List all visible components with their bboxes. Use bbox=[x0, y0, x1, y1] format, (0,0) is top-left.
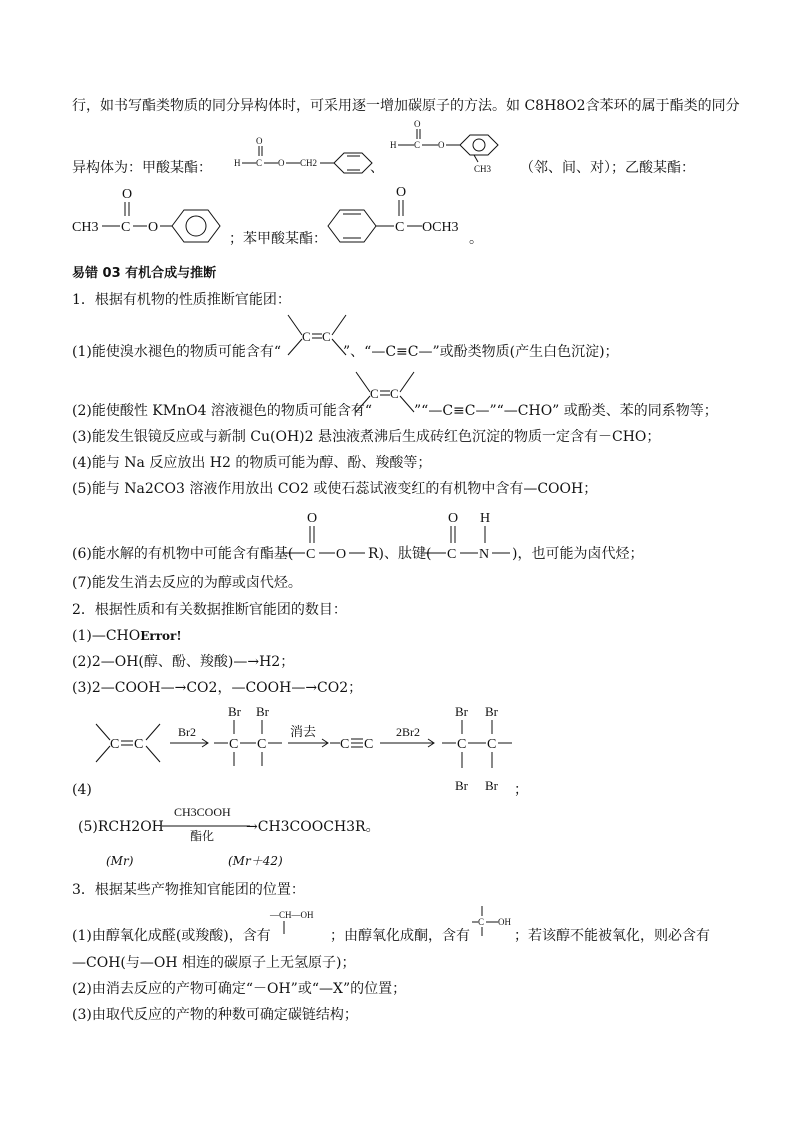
p1-item-1b: ”、“—C≡C—”或酚类物质(产生白色沉淀)； bbox=[343, 344, 619, 360]
p1-title: 1．根据有机物的性质推断官能团： bbox=[72, 292, 291, 308]
group-ch2: CH2 bbox=[300, 158, 318, 168]
reagent-elimination: 消去 bbox=[290, 724, 317, 739]
atom-o: O bbox=[396, 185, 407, 200]
p3-item-1a: (1)由醇氧化成醛(或羧酸)，含有 bbox=[72, 928, 271, 944]
intro-line-2b: （邻、间、对）；乙酸某酯： bbox=[520, 160, 695, 176]
phenyl-acetate-structure bbox=[72, 184, 232, 244]
p2-item-1-text: (1)—CHO bbox=[72, 628, 141, 644]
primary-alcohol-fragment bbox=[270, 908, 330, 938]
intro-sep: 、 bbox=[370, 160, 384, 176]
atom-br: Br bbox=[485, 778, 498, 793]
group-ch-oh: —CH—OH bbox=[270, 910, 314, 920]
bromination-reaction-scheme bbox=[92, 700, 532, 800]
atom-c: C bbox=[121, 220, 131, 235]
atom-o: O bbox=[122, 187, 133, 202]
p2-item-3: (3)2—COOH—→CO2，—COOH—→CO2； bbox=[72, 680, 363, 696]
molar-mass-right: (Mr＋42) bbox=[228, 854, 283, 868]
atom-c: C bbox=[306, 547, 316, 562]
atom-c: C bbox=[110, 737, 120, 752]
atom-h: H bbox=[234, 158, 241, 168]
p1-item-7: (7)能发生消去反应的为醇或卤代烃。 bbox=[72, 575, 302, 591]
atom-c: C bbox=[322, 329, 331, 344]
atom-c: C bbox=[478, 917, 485, 927]
atom-br: Br bbox=[455, 704, 468, 719]
alkene-double-bond-structure bbox=[354, 370, 416, 414]
p1-item-2a: (2)能使酸性 KMnO4 溶液褪色的物质可能含有“ bbox=[72, 403, 373, 419]
p2-item-4-end: ； bbox=[514, 782, 528, 798]
atom-c: C bbox=[257, 737, 267, 752]
atom-c: C bbox=[457, 737, 467, 752]
p2-item-5a: (5)RCH2OH bbox=[78, 819, 164, 835]
ester-group-structure bbox=[281, 508, 369, 560]
p2-title: 2．根据性质和有关数据推断官能团的数目： bbox=[72, 602, 347, 618]
atom-c: C bbox=[487, 737, 497, 752]
atom-o: O bbox=[336, 547, 347, 562]
p1-item-2b: ”“—C≡C—”“—CHO” 或酚类、苯的同系物等； bbox=[414, 403, 718, 419]
molar-mass-left: (Mr) bbox=[106, 854, 134, 868]
atom-n: N bbox=[479, 547, 490, 562]
atom-br: Br bbox=[455, 778, 468, 793]
p3-item-1b: ；由醇氧化成酮，含有 bbox=[330, 928, 470, 944]
atom-br: Br bbox=[256, 704, 269, 719]
p1-item-4: (4)能与 Na 反应放出 H2 的物质可能为醇、酚、羧酸等； bbox=[72, 455, 432, 471]
atom-h: H bbox=[390, 140, 397, 150]
p3-title: 3．根据某些产物推知官能团的位置： bbox=[72, 882, 305, 898]
atom-br: Br bbox=[485, 704, 498, 719]
group-ch3: CH3 bbox=[474, 164, 492, 174]
atom-c: C bbox=[340, 737, 350, 752]
reagent-acetic-acid: CH3COOH bbox=[174, 805, 231, 819]
group-ch3: CH3 bbox=[72, 220, 99, 235]
reagent-br2: Br2 bbox=[178, 725, 196, 739]
atom-c: C bbox=[229, 737, 239, 752]
p2-item-1 bbox=[72, 629, 182, 643]
p1-item-6b: R)、肽键( bbox=[368, 546, 432, 562]
p2-item-5b: →CH3COOCH3R。 bbox=[246, 819, 380, 835]
intro-line-1: 行，如书写酯类物质的同分异构体时，可采用逐一增加碳原子的方法。如 C8H8O2含苯环的属于酯类的同分 bbox=[72, 98, 740, 114]
atom-c: C bbox=[447, 547, 457, 562]
error-marker: Error! bbox=[140, 629, 182, 643]
atom-o: O bbox=[414, 119, 421, 129]
intro-line-2a: 异构体为：甲酸某酯： bbox=[72, 160, 212, 176]
atom-o: O bbox=[278, 158, 285, 168]
atom-c: C bbox=[134, 737, 144, 752]
atom-c: C bbox=[370, 386, 379, 401]
atom-c: C bbox=[364, 737, 374, 752]
p3-item-1d: —COH(与—OH 相连的碳原子上无氢原子)； bbox=[72, 955, 356, 971]
p3-item-3: (3)由取代反应的产物的种数可确定碳链结构； bbox=[72, 1007, 358, 1023]
atom-o: O bbox=[448, 511, 459, 526]
atom-h: H bbox=[480, 511, 491, 526]
atom-c: C bbox=[390, 386, 399, 401]
atom-br: Br bbox=[228, 704, 241, 719]
p1-item-3: (3)能发生银镜反应或与新制 Cu(OH)2 悬浊液煮沸后生成砖红色沉淀的物质一定含有－CHO； bbox=[72, 429, 661, 445]
group-och3: OCH3 bbox=[422, 220, 459, 235]
amide-bond-structure bbox=[422, 508, 512, 560]
p2-item-2: (2)2—OH(醇、酚、羧酸)—→H2； bbox=[72, 654, 295, 670]
formate-methylphenyl-structure bbox=[388, 120, 518, 178]
reagent-2br2: 2Br2 bbox=[396, 725, 420, 739]
atom-c: C bbox=[302, 329, 311, 344]
intro-line-3a: ；苯甲酸某酯： bbox=[229, 231, 327, 247]
atom-o: O bbox=[438, 140, 445, 150]
atom-o: O bbox=[148, 220, 159, 235]
p3-item-2: (2)由消去反应的产物可确定“－OH”或“—X”的位置； bbox=[72, 981, 407, 997]
p1-item-6a: (6)能水解的有机物中可能含有酯基( bbox=[72, 546, 294, 562]
p3-item-1c: ；若该醇不能被氧化，则必含有 bbox=[514, 928, 710, 944]
esterification-arrow bbox=[162, 802, 252, 842]
p1-item-6c: )，也可能为卤代烃； bbox=[512, 546, 644, 562]
atom-o: O bbox=[307, 511, 318, 526]
atom-c: C bbox=[256, 158, 263, 168]
atom-o: O bbox=[256, 136, 263, 146]
atom-c: C bbox=[395, 220, 405, 235]
p1-item-5: (5)能与 Na2CO3 溶液作用放出 CO2 或使石蕊试液变红的有机物中含有—COOH； bbox=[72, 481, 598, 497]
p1-item-1a: (1)能使溴水褪色的物质可能含有“ bbox=[72, 344, 281, 360]
atom-c: C bbox=[414, 140, 421, 150]
intro-line-3b: 。 bbox=[469, 231, 483, 247]
condition-esterification: 酯化 bbox=[190, 829, 215, 843]
p2-item-4-label: (4) bbox=[72, 782, 92, 798]
section-heading: 易错 03 有机合成与推断 bbox=[72, 266, 217, 281]
group-oh: OH bbox=[498, 917, 511, 927]
alkene-double-bond-structure bbox=[286, 313, 348, 357]
formate-benzyl-structure bbox=[232, 135, 377, 180]
methyl-benzoate-structure bbox=[326, 182, 476, 244]
